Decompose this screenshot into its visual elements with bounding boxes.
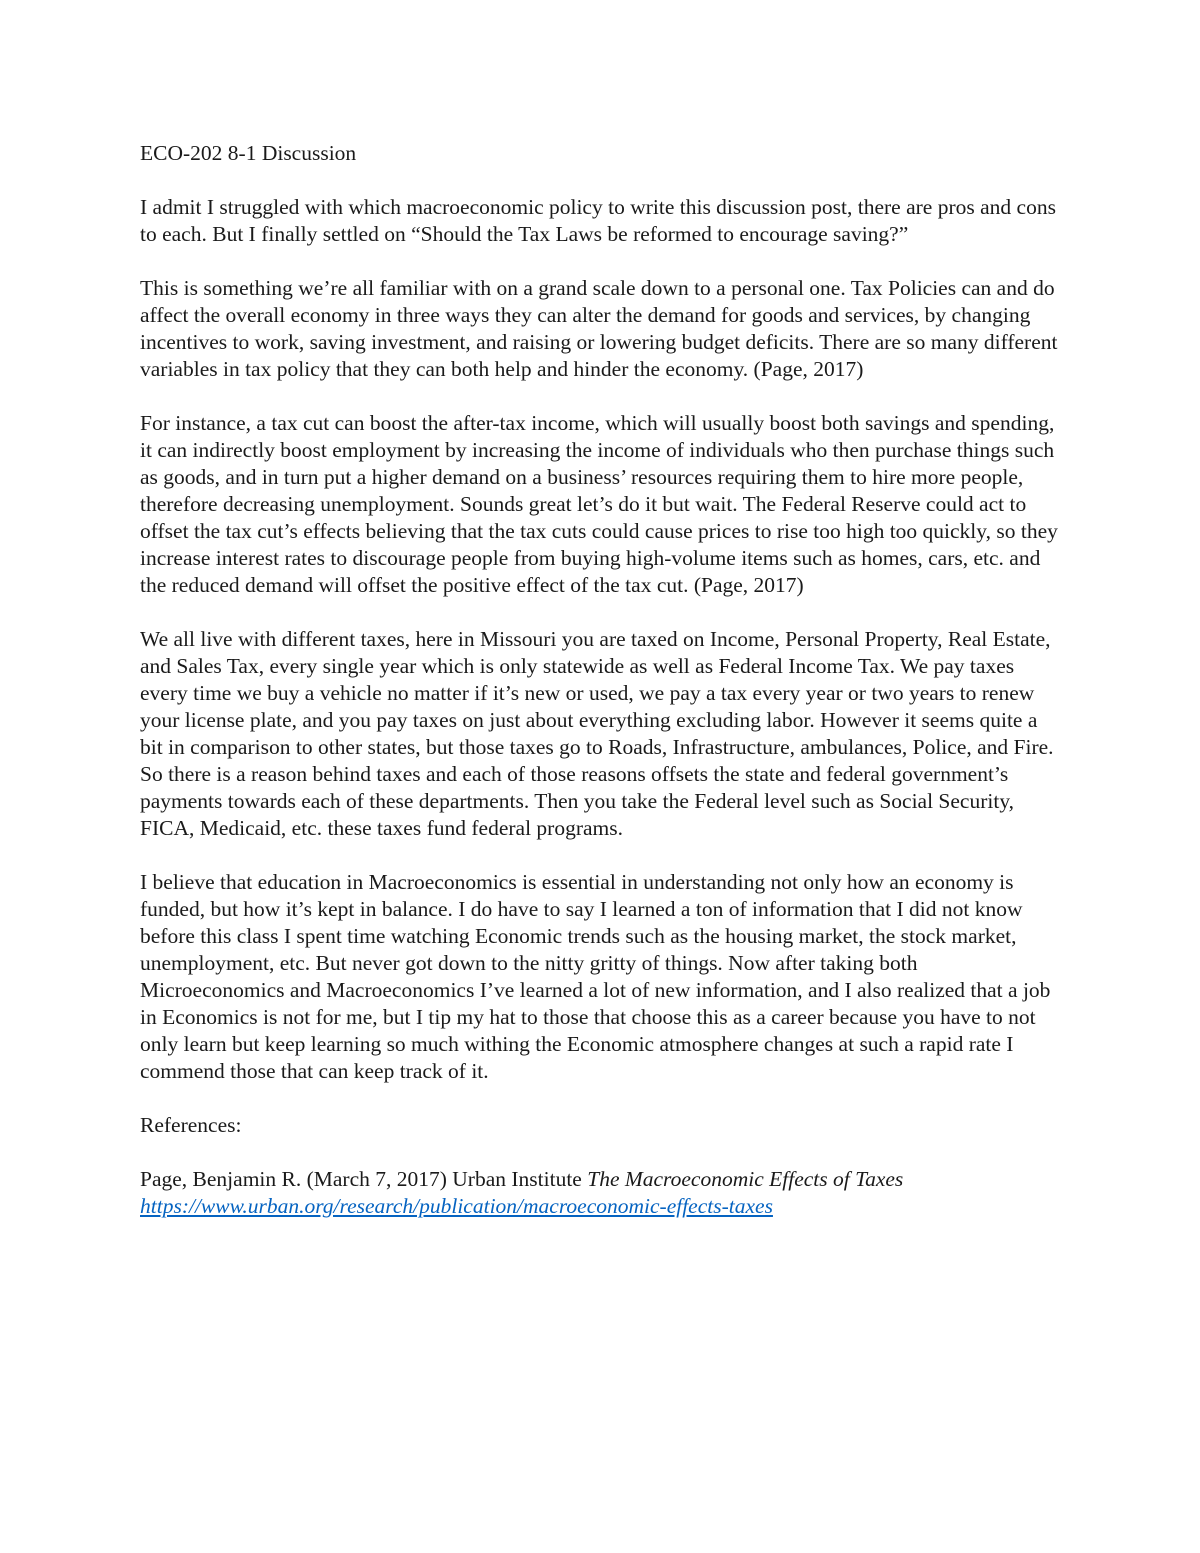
paragraph-intro: I admit I struggled with which macroeconomic policy to write this discussion post, there are pros and cons to each. But I finally settled on “Should the Tax Laws be reformed to encourage saving?” <box>140 195 1056 246</box>
paragraph-tax-policies: This is something we’re all familiar with on a grand scale down to a personal one. Tax Policies can and do affect the overall economy in three ways they can alter the demand for goods and services, by changing incentives to work, saving investment, and raising or lowering budget deficits. There are so many different variables in tax policy that they can both help and hinder the economy. (Page, 2017) <box>140 276 1058 381</box>
document-title: ECO-202 8-1 Discussion <box>140 141 357 165</box>
reference-title: The Macroeconomic Effects of Taxes <box>587 1167 904 1191</box>
paragraph-missouri-taxes: We all live with different taxes, here in Missouri you are taxed on Income, Personal Property, Real Estate, and Sales Tax, every single year which is only statewide as well as Federal Income Tax. We pay taxes every time we buy a vehicle no matter if it’s new or used, we pay a tax every year or two years to renew your license plate, and you pay taxes on just about everything excluding labor. However it seems quite a bit in comparison to other states, but those taxes go to Roads, Infrastructure, ambulances, Police, and Fire. So there is a reason behind taxes and each of those reasons offsets the state and federal government’s payments towards each of these departments. Then you take the Federal level such as Social Security, FICA, Medicaid, etc. these taxes fund federal programs. <box>140 627 1054 840</box>
paragraph-conclusion: I believe that education in Macroeconomics is essential in understanding not only how an economy is funded, but how it’s kept in balance. I do have to say I learned a ton of information that I did not know before this class I spent time watching Economic trends such as the housing market, the stock market, unemployment, etc. But never got down to the nitty gritty of things. Now after taking both Microeconomics and Macroeconomics I’ve learned a lot of new information, and I also realized that a job in Economics is not for me, but I tip my hat to those that choose this as a career because you have to not only learn but keep learning so much withing the Economic atmosphere changes at such a rapid rate I commend those that can keep track of it. <box>140 870 1051 1083</box>
references-heading: References: <box>140 1113 242 1137</box>
paragraph-tax-cut-example: For instance, a tax cut can boost the after-tax income, which will usually boost both savings and spending, it can indirectly boost employment by increasing the income of individuals who then purchase things such as goods, and in turn put a higher demand on a business’ resources requiring them to hire more people, therefore decreasing unemployment. Sounds great let’s do it but wait. The Federal Reserve could act to offset the tax cut’s effects believing that the tax cuts could cause prices to rise too high too quickly, so they increase interest rates to discourage people from buying high-volume items such as homes, cars, etc. and the reduced demand will offset the positive effect of the tax cut. (Page, 2017) <box>140 411 1058 597</box>
reference-link[interactable]: https://www.urban.org/research/publication/macroeconomic-effects-taxes <box>140 1194 773 1218</box>
reference-entry <box>140 1166 1065 1220</box>
reference-citation: Page, Benjamin R. (March 7, 2017) Urban Institute <box>140 1167 588 1191</box>
document-page <box>140 140 1065 1220</box>
